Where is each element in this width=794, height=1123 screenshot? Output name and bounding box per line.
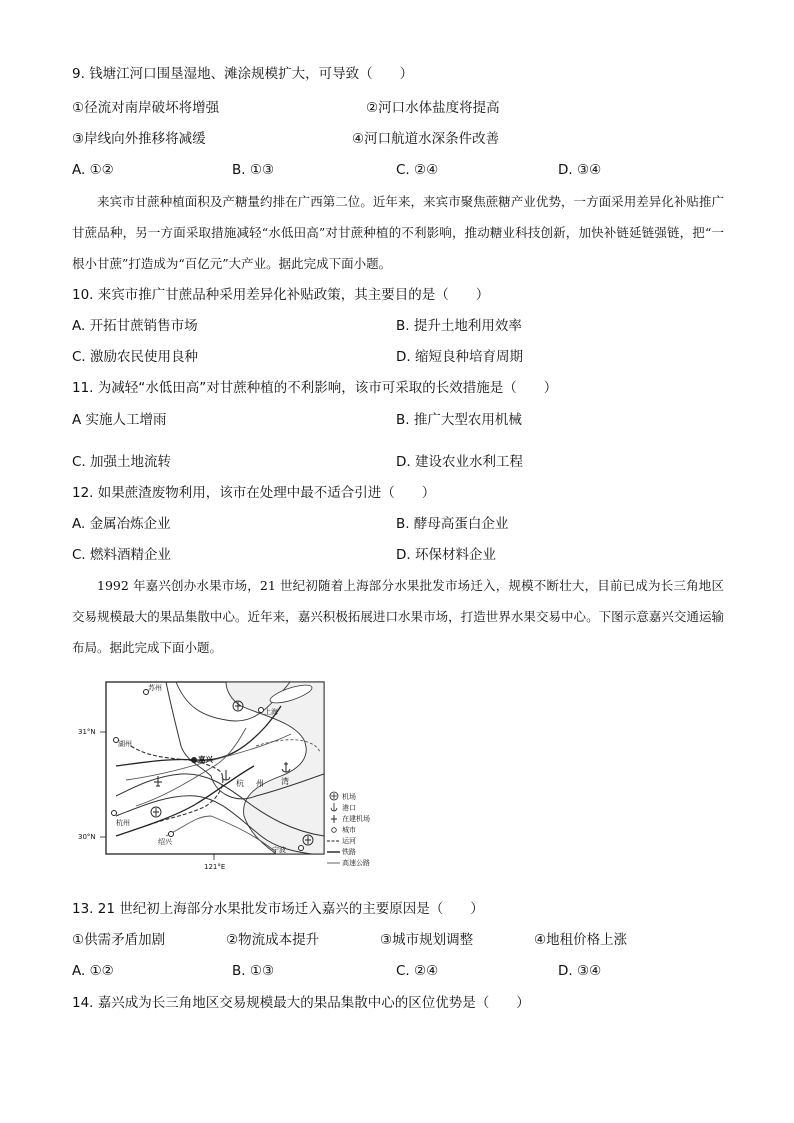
q13-item-4: ④地租价格上涨 <box>534 932 628 948</box>
label-jiaxing: 嘉兴 <box>198 755 213 764</box>
city-shanghai <box>259 708 264 713</box>
q12-choice-b: B. 酵母高蛋白企业 <box>396 516 509 532</box>
q13-choice-b: B. ①③ <box>232 963 275 979</box>
q9-item-4: ④河口航道水深条件改善 <box>352 131 500 147</box>
q13-stem: 13. 21 世纪初上海部分水果批发市场迁入嘉兴的主要原因是（ ） <box>72 901 484 917</box>
map-legend <box>327 792 370 867</box>
label-lat-31: 31°N <box>78 728 96 736</box>
q10-choice-a: A. 开拓甘蔗销售市场 <box>72 318 198 334</box>
legend-city: 城市 <box>342 826 356 834</box>
label-lon-121: 121°E <box>204 863 226 871</box>
label-shanghai: 上海 <box>264 708 278 716</box>
q10-choice-c: C. 激励农民使用良种 <box>72 349 199 365</box>
q11-choice-d: D. 建设农业水利工程 <box>396 454 523 470</box>
city-shaoxing <box>169 832 174 837</box>
q11-choice-c: C. 加强土地流转 <box>72 454 172 470</box>
q13-item-3: ③城市规划调整 <box>380 932 474 948</box>
legend-port: 港口 <box>342 804 356 812</box>
label-bay-2: 州 <box>256 779 264 788</box>
label-bay-3: 湾 <box>281 777 289 786</box>
legend-planned-airport: 在建机场 <box>342 815 370 823</box>
q9-item-1: ①径流对南岸破坏将增强 <box>72 100 220 116</box>
q11-stem: 11. 为减轻“水低田高”对甘蔗种植的不利影响，该市可采取的长效措施是（ ） <box>72 380 558 396</box>
label-huzhou: 湖州 <box>118 740 132 748</box>
passage-laibin <box>72 186 724 279</box>
q13-choice-a: A. ①② <box>72 963 114 979</box>
legend-canal: 运河 <box>342 837 356 845</box>
jiaxing-transport-map <box>76 676 386 876</box>
label-lat-30: 30°N <box>78 833 96 841</box>
city-jiaxing <box>191 757 197 763</box>
passage-laibin-text: 来宾市甘蔗种植面积及产糖量约排在广西第二位。近年来，来宾市聚焦蔗糖产业优势，一方面采用差异化补贴推广甘蔗品种，另一方面采取措施减轻“水低田高”对甘蔗种植的不利影响，推动糖业科技创新，加快补链延链强链，把“一根小甘蔗”打造成为“百亿元”大产业。据此完成下面小题。 <box>72 194 724 271</box>
q13-choice-d: D. ③④ <box>558 963 602 979</box>
label-hangzhou: 杭州 <box>116 819 130 827</box>
q10-choice-b: B. 提升土地利用效率 <box>396 318 522 334</box>
q9-stem: 9. 钱塘江河口围垦湿地、滩涂规模扩大，可导致（ ） <box>72 66 414 82</box>
q10-choice-d: D. 缩短良种培育周期 <box>396 349 523 365</box>
city-ningbo <box>299 846 304 851</box>
q13-item-2: ②物流成本提升 <box>226 932 320 948</box>
label-ningbo: 宁波 <box>272 846 286 854</box>
q9-item-2: ②河口水体盐度将提高 <box>366 100 500 116</box>
q9-choice-a: A. ①② <box>72 162 114 178</box>
legend-railway: 铁路 <box>342 848 356 856</box>
q9-choice-d: D. ③④ <box>558 162 602 178</box>
passage-jiaxing-text: 1992 年嘉兴创办水果市场，21 世纪初随着上海部分水果批发市场迁入，规模不断壮大，目前已成为长三角地区交易规模最大的果品集散中心。近年来，嘉兴积极拓展进口水果市场，打造世界水果交易中心。下图示意嘉兴交通运输布局。据此完成下面小题。 <box>72 578 724 655</box>
q13-choice-c: C. ②④ <box>396 963 439 979</box>
q12-choice-d: D. 环保材料企业 <box>396 547 496 563</box>
city-hangzhou <box>112 811 117 816</box>
q12-choice-a: A. 金属冶炼企业 <box>72 516 171 532</box>
q12-stem: 12. 如果蔗渣废物利用，该市在处理中最不适合引进（ ） <box>72 485 436 501</box>
legend-airport: 机场 <box>342 793 356 801</box>
q13-item-1: ①供需矛盾加剧 <box>72 932 166 948</box>
q14-stem: 14. 嘉兴成为长三角地区交易规模最大的果品集散中心的区位优势是（ ） <box>72 995 530 1011</box>
label-bay-1: 杭 <box>236 779 244 788</box>
q11-choice-a: A 实施人工增雨 <box>72 412 167 428</box>
q9-choice-c: C. ②④ <box>396 162 439 178</box>
label-suzhou: 苏州 <box>148 684 162 692</box>
q9-choice-b: B. ①③ <box>232 162 275 178</box>
q9-item-3: ③岸线向外推移将减缓 <box>72 131 206 147</box>
q12-choice-c: C. 燃料酒精企业 <box>72 547 172 563</box>
q10-stem: 10. 来宾市推广甘蔗品种采用差异化补贴政策，其主要目的是（ ） <box>72 287 490 303</box>
passage-jiaxing <box>72 570 724 663</box>
legend-highway: 高速公路 <box>342 859 370 867</box>
label-shaoxing: 绍兴 <box>158 838 172 846</box>
q11-choice-b: B. 推广大型农用机械 <box>396 412 522 428</box>
